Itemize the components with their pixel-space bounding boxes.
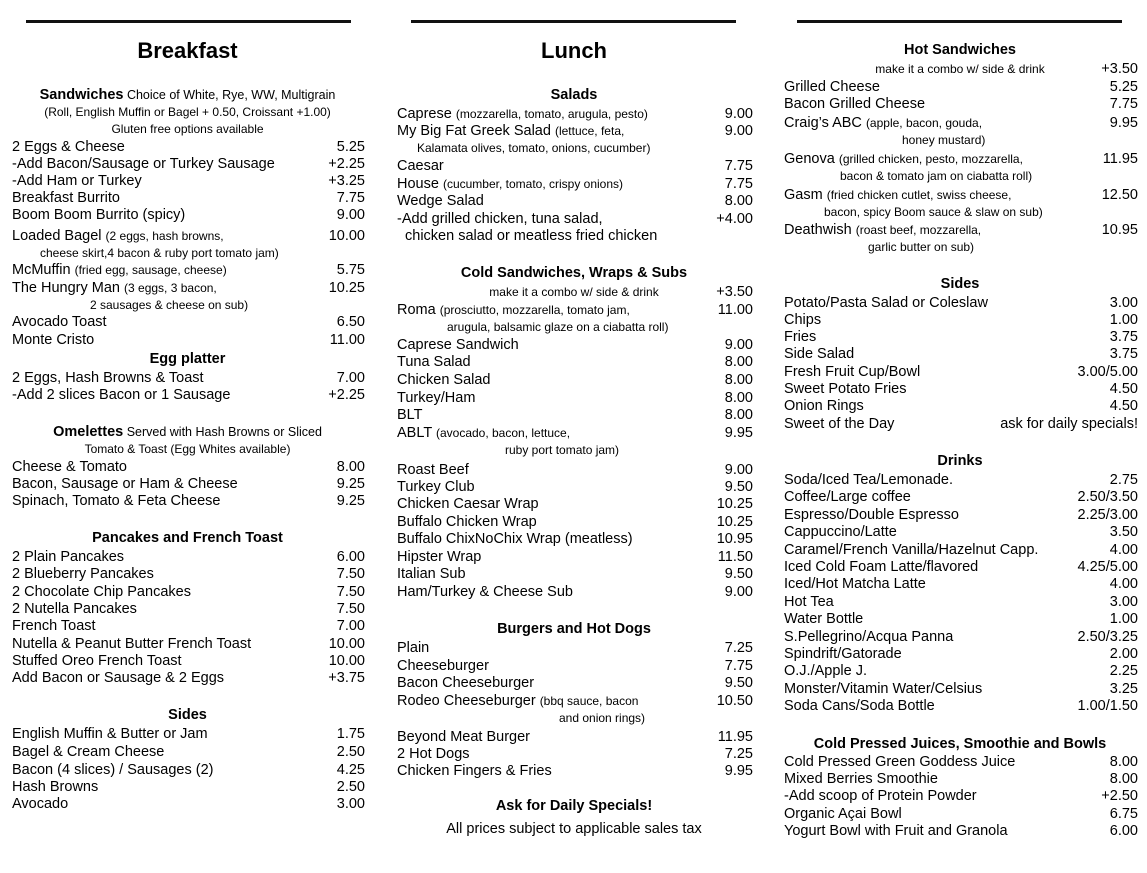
sandwiches-note-3: Gluten free options available (111, 122, 264, 136)
tax-note: All prices subject to applicable sales tax (446, 821, 702, 837)
divider-rule-lunch (411, 20, 736, 23)
omelettes-intro (10, 424, 365, 441)
drinks-heading: Drinks (937, 453, 983, 469)
combo-note: make it a combo w/ side & drink (875, 62, 1045, 76)
menu-item-description: Kalamata olives, tomato, onions, cucumber) (417, 141, 651, 155)
right-sides-heading: Sides (940, 276, 980, 292)
menu-item-description: ruby port tomato jam) (505, 443, 620, 457)
menu-item-description: bacon, spicy Boom sauce & slaw on sub) (824, 205, 1043, 219)
hot-sandwiches-heading: Hot Sandwiches (904, 42, 1016, 58)
lunch-title: Lunch (541, 38, 607, 63)
divider-rule-breakfast (26, 20, 351, 23)
divider-rule-hot-sandwiches (797, 20, 1122, 23)
breakfast-title: Breakfast (137, 38, 238, 63)
menu-item-description: honey mustard) (902, 133, 986, 147)
menu-item-description: garlic butter on sub) (868, 240, 975, 254)
omelettes-note-1: Served with Hash Browns or Sliced (126, 425, 322, 439)
menu-item-description: arugula, balsamic glaze on a ciabatta roll) (447, 320, 669, 334)
combo-note: make it a combo w/ side & drink (489, 285, 659, 299)
daily-specials-heading: Ask for Daily Specials! (495, 798, 653, 814)
breakfast-sides-heading: Sides (168, 707, 207, 723)
cold-sandwiches-heading: Cold Sandwiches, Wraps & Subs (460, 265, 688, 281)
sandwiches-note-2: (Roll, English Muffin or Bagel + 0.50, Croissant +1.00) (44, 105, 331, 119)
menu-item-description: and onion rings) (559, 711, 646, 725)
salads-heading: Salads (550, 87, 598, 103)
menu-item-description: 2 sausages & cheese on sub) (90, 298, 249, 312)
burgers-heading: Burgers and Hot Dogs (497, 621, 651, 637)
egg-platter-heading: Egg platter (149, 351, 226, 367)
sandwiches-heading: Sandwiches (39, 87, 124, 103)
sandwiches-intro (10, 87, 365, 104)
juices-heading: Cold Pressed Juices, Smoothie and Bowls (813, 736, 1107, 752)
pancakes-heading: Pancakes and French Toast (92, 530, 283, 546)
omelettes-heading: Omelettes (53, 424, 124, 440)
sandwiches-note-1: Choice of White, Rye, WW, Multigrain (126, 88, 336, 102)
menu-item-description: cheese skirt,4 bacon & ruby port tomato jam) (40, 246, 279, 260)
omelettes-note-2: Tomato & Toast (Egg Whites available) (84, 442, 291, 456)
menu-item-description: bacon & tomato jam on ciabatta roll) (840, 169, 1033, 183)
